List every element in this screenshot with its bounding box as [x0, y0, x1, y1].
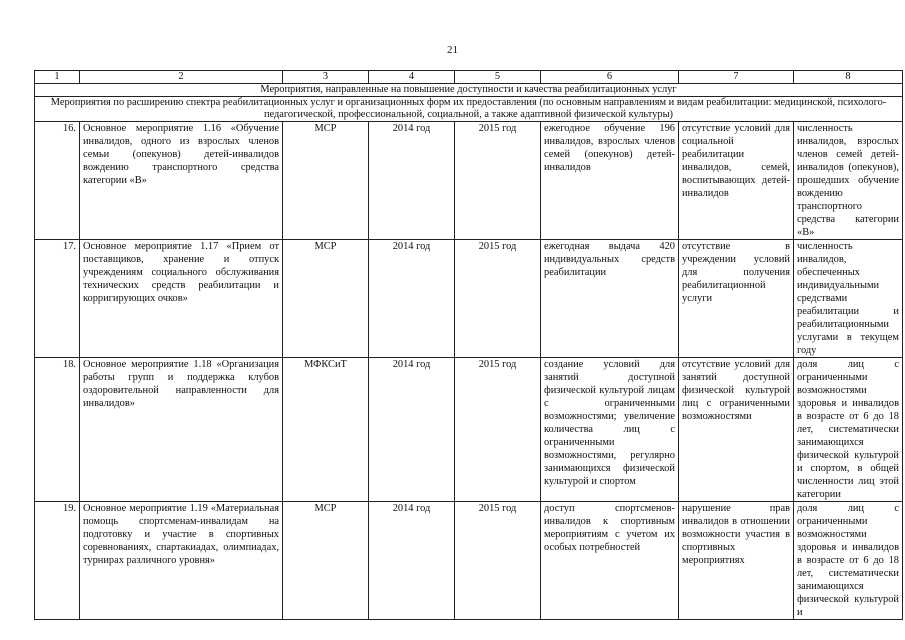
column-number-row [35, 71, 903, 84]
table-row [35, 358, 903, 502]
indicator: доля лиц с ограниченными возможностями здоровья и инвалидов в возрасте от 6 до 18 лет, систематически занимающихся физической культурой и спортом, в общей численности лиц этой категории [794, 358, 903, 502]
expected-result: доступ спортсменов-инвалидов к спортивным мероприятиям с учетом их особых потребностей [541, 502, 679, 620]
table-row [35, 240, 903, 358]
section-title: Мероприятия, направленные на повышение доступности и качества реабилитационных услуг [35, 84, 903, 97]
column-number: 5 [455, 71, 541, 84]
row-number: 16. [35, 122, 80, 240]
column-number: 4 [369, 71, 455, 84]
end-year: 2015 год [455, 122, 541, 240]
end-year: 2015 год [455, 358, 541, 502]
row-number: 18. [35, 358, 80, 502]
executor: МСР [283, 122, 369, 240]
row-number: 19. [35, 502, 80, 620]
page-number: 21 [447, 44, 458, 56]
measure-name: Основное мероприятие 1.18 «Организация работы групп и поддержка клубов оздоровительной направленности для инвалидов» [80, 358, 283, 502]
measure-name: Основное мероприятие 1.17 «Прием от поставщиков, хранение и отпуск учреждениям социального обслуживания технических средств реабилитации и корригирующих очков» [80, 240, 283, 358]
start-year: 2014 год [369, 502, 455, 620]
column-number: 6 [541, 71, 679, 84]
column-number: 1 [35, 71, 80, 84]
indicator: доля лиц с ограниченными возможностями здоровья и инвалидов в возрасте от 6 до 18 лет, систематически занимающихся физической культурой и [794, 502, 903, 620]
subsection-row [35, 97, 903, 122]
expected-result: ежегодное обучение 196 инвалидов, взрослых членов семей (опекунов) детей-инвалидов [541, 122, 679, 240]
section-row [35, 84, 903, 97]
executor: МСР [283, 240, 369, 358]
consequences: отсутствие условий для социальной реабилитации инвалидов, семей, воспитывающих детей-инвалидов [679, 122, 794, 240]
expected-result: ежегодная выдача 420 индивидуальных средств реабилитации [541, 240, 679, 358]
indicator: численность инвалидов, обеспеченных индивидуальными средствами реабилитации и реабилитационными услугами в текущем году [794, 240, 903, 358]
executor: МСР [283, 502, 369, 620]
column-number: 3 [283, 71, 369, 84]
measure-name: Основное мероприятие 1.16 «Обучение инвалидов, одного из взрослых членов семьи (опекунов) детей-инвалидов вождению транспортного средства категории «В» [80, 122, 283, 240]
expected-result: создание условий для занятий доступной физической культурой лицам с ограниченными возможностями; увеличение количества лиц с ограниченными возможностями, регулярно занимающихся физической культурой и спортом [541, 358, 679, 502]
subsection-title: Мероприятия по расширению спектра реабилитационных услуг и организационных форм их предоставления (по основным направлениям и видам реабилитации: медицинской, психолого-педагогической, профессиональной, социальной, а также адаптивной физической культуры) [35, 97, 903, 122]
executor: МФКСиТ [283, 358, 369, 502]
indicator: численность инвалидов, взрослых членов семей детей-инвалидов (опекунов), прошедших обучение вождению транспортного средства категории «В» [794, 122, 903, 240]
end-year: 2015 год [455, 502, 541, 620]
table-row [35, 502, 903, 620]
measure-name: Основное мероприятие 1.19 «Материальная помощь спортсменам-инвалидам на подготовку и участие в спортивных соревнованиях, спартакиадах, олимпиадах, турнирах различного уровня» [80, 502, 283, 620]
consequences: отсутствие в учреждении условий для получения реабилитационной услуги [679, 240, 794, 358]
start-year: 2014 год [369, 240, 455, 358]
column-number: 7 [679, 71, 794, 84]
consequences: отсутствие условий для занятий доступной физической культурой лиц с ограниченными возможностями [679, 358, 794, 502]
consequences: нарушение прав инвалидов в отношении возможности участия в спортивных мероприятиях [679, 502, 794, 620]
measures-table [34, 70, 903, 620]
column-number: 2 [80, 71, 283, 84]
end-year: 2015 год [455, 240, 541, 358]
column-number: 8 [794, 71, 903, 84]
start-year: 2014 год [369, 122, 455, 240]
start-year: 2014 год [369, 358, 455, 502]
table-row [35, 122, 903, 240]
row-number: 17. [35, 240, 80, 358]
